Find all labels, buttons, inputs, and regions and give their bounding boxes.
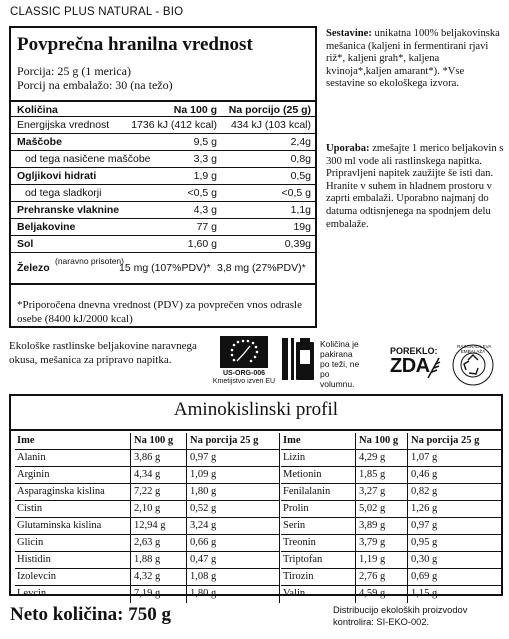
nutrient-per-100g: 4,3 g [193, 204, 217, 216]
amino-name: Izolevcin [17, 571, 57, 582]
nutrient-name: Energijska vrednost [17, 119, 110, 131]
origin-logo [390, 346, 442, 386]
amino-table-left [15, 433, 279, 603]
usage-text [326, 143, 504, 231]
amino-per-portion: 0,46 g [411, 469, 438, 480]
amino-header-per-portion: Na porcija 25 g [411, 435, 480, 446]
amino-name: Histidin [17, 554, 51, 565]
amino-per-100g: 3,27 g [359, 486, 386, 497]
portion-size: Porcija: 25 g (1 merica) [17, 64, 131, 78]
amino-row [281, 501, 501, 518]
amino-per-100g: 1,19 g [359, 554, 386, 565]
amino-header-per-100g: Na 100 g [134, 435, 174, 446]
amino-per-100g: 12,94 g [134, 520, 166, 531]
eu-organic-leaf-icon [220, 336, 268, 368]
nutrition-title: Povprečna hranilna vrednost [17, 34, 253, 55]
amino-row [281, 484, 501, 501]
amino-per-portion: 1,80 g [190, 588, 217, 599]
amino-per-portion: 0,30 g [411, 554, 438, 565]
nutrient-name: Ogljikovi hidrati [17, 170, 97, 182]
nutrient-per-portion: 0,5g [290, 170, 311, 182]
nutrient-name: od tega sladkorji [25, 187, 102, 199]
amino-header-left [15, 433, 279, 450]
amino-per-100g: 2,76 g [359, 571, 386, 582]
nutrient-per-100g: 3,3 g [193, 153, 217, 165]
nutrient-per-100g: 77 g [196, 221, 217, 233]
eu-code-text: US-ORG-006 [222, 370, 265, 377]
recycle-icon [449, 343, 497, 387]
amino-per-100g: 4,32 g [134, 571, 161, 582]
amino-per-portion: 0,97 g [190, 452, 217, 463]
nutrient-per-100g: 1,9 g [193, 170, 217, 182]
nutrient-per-portion: 434 kJ (103 kcal) [231, 119, 311, 131]
amino-per-100g: 4,29 g [359, 452, 386, 463]
iron-note: (naravno prisoten) [55, 256, 124, 266]
pdv-footnote: *Priporočena dnevna vrednost (PDV) za povprečen vnos odrasle osebe (8400 kJ/2000 kcal) [17, 299, 302, 325]
amino-name: Glutaminska kislina [17, 520, 102, 531]
nutrient-name: Sol [17, 238, 34, 250]
amino-per-portion: 1,09 g [190, 469, 217, 480]
amino-divider [11, 429, 501, 431]
recycle-text: RAZGRADLJIVA EMBALAŽA [457, 344, 492, 354]
amino-per-100g: 7,22 g [134, 486, 161, 497]
iron-per-portion: 3,8 mg (27%PDV)* [217, 262, 306, 274]
nutrient-per-100g: <0,5 g [187, 187, 217, 199]
amino-per-100g: 2,63 g [134, 537, 161, 548]
amino-name: Prolin [283, 503, 309, 514]
amino-per-100g: 1,88 g [134, 554, 161, 565]
amino-header-right [281, 433, 501, 450]
amino-per-100g: 3,86 g [134, 452, 161, 463]
eu-organic-code [210, 370, 278, 386]
nutrition-row [11, 219, 315, 236]
amino-per-100g: 1,85 g [359, 469, 386, 480]
amino-per-portion: 0,95 g [411, 537, 438, 548]
amino-header-per-portion: Na porcija 25 g [190, 435, 259, 446]
amino-per-portion: 3,24 g [190, 520, 217, 531]
header-per-portion: Na porcijo (25 g) [228, 104, 311, 116]
amino-header-name: Ime [283, 435, 301, 446]
nutrient-per-portion: 2,4g [290, 136, 311, 148]
amino-row [15, 569, 279, 586]
portions-per-pack: Porcij na embalažo: 30 (na težo) [17, 78, 173, 92]
brand-line: CLASSIC PLUS NATURAL - BIO [10, 6, 184, 18]
amino-header-name: Ime [17, 435, 35, 446]
amino-per-100g: 5,02 g [359, 503, 386, 514]
amino-name: Cistin [17, 503, 43, 514]
header-quantity: Količina [17, 104, 58, 116]
amino-per-portion: 1,07 g [411, 452, 438, 463]
amino-per-100g: 7,19 g [134, 588, 161, 599]
amino-per-portion: 0,97 g [411, 520, 438, 531]
distribution-note: Distribucijo ekoloških proizvodov kontrolira: SI-EKO-002. [333, 605, 468, 627]
amino-row [281, 467, 501, 484]
nutrition-row [11, 168, 315, 185]
amino-per-portion: 0,66 g [190, 537, 217, 548]
nutrition-row [11, 151, 315, 168]
usage-body: zmešajte 1 merico beljakovin s 300 ml vode ali rastlinskega napitka. Pripravljeni napitek zaužijte še isti dan. Hranite v suhem in hladnem prostoru v zaprti embalaži. Uporabno najmanj do datuma odtisnjenega na spodnjem delu embalaže. [326, 143, 504, 230]
nutrition-table-header [11, 100, 315, 117]
amino-per-portion: 1,08 g [190, 571, 217, 582]
amino-name: Valin [283, 588, 306, 599]
nutrition-row [11, 236, 315, 253]
amino-per-100g: 4,59 g [359, 588, 386, 599]
nutrient-name: Prehranske vlaknine [17, 204, 120, 216]
amino-table-right [281, 433, 501, 603]
origin-value: ZDA [390, 355, 430, 377]
nutrient-per-portion: 19g [293, 221, 311, 233]
amino-row [15, 552, 279, 569]
iron-name: Železo [17, 262, 50, 274]
amino-per-portion: 0,69 g [411, 571, 438, 582]
ingredients-text [326, 28, 504, 91]
packed-by-weight-logo [282, 336, 362, 389]
amino-per-portion: 1,15 g [411, 588, 438, 599]
amino-name: Metionin [283, 469, 322, 480]
nutrient-per-100g: 9,5 g [193, 136, 217, 148]
amino-row [281, 535, 501, 552]
amino-name: Triptofan [283, 554, 323, 565]
iron-per-100g: 15 mg (107%PDV)* [119, 262, 211, 274]
amino-row [15, 518, 279, 535]
amino-per-portion: 1,26 g [411, 503, 438, 514]
amino-per-portion: 1,80 g [190, 486, 217, 497]
nutrition-table [11, 100, 315, 285]
amino-per-100g: 2,10 g [134, 503, 161, 514]
amino-name: Levcin [17, 588, 47, 599]
amino-row [15, 586, 279, 603]
amino-per-portion: 0,52 g [190, 503, 217, 514]
amino-per-100g: 3,89 g [359, 520, 386, 531]
amino-row [281, 450, 501, 467]
ingredients-label: Sestavine: [326, 28, 372, 39]
nutrition-facts-box [9, 26, 317, 328]
amino-name: Arginin [17, 469, 50, 480]
nutrition-row [11, 117, 315, 134]
product-description: Ekološke rastlinske beljakovine naravnega okusa, mešanica za pripravo napitka. [9, 340, 197, 366]
amino-row [281, 586, 501, 603]
nutrition-row [11, 134, 315, 151]
amino-per-100g: 3,79 g [359, 537, 386, 548]
nutrient-name: Maščobe [17, 136, 62, 148]
wheat-icon [426, 356, 442, 378]
nutrient-per-100g: 1736 kJ (412 kcal) [131, 119, 217, 131]
amino-row [15, 450, 279, 467]
amino-name: Glicin [17, 537, 44, 548]
amino-per-portion: 0,82 g [411, 486, 438, 497]
nutrition-row-iron [11, 253, 315, 285]
portion-info [17, 64, 173, 92]
amino-name: Alanin [17, 452, 46, 463]
nutrition-row [11, 185, 315, 202]
amino-header-per-100g: Na 100 g [359, 435, 399, 446]
column-divider [279, 433, 280, 603]
amino-row [15, 535, 279, 552]
origin-label: POREKLO: [390, 346, 438, 356]
amino-name: Lizin [283, 452, 306, 463]
nutrient-per-portion: 0,8g [290, 153, 311, 165]
usage-label: Uporaba: [326, 143, 370, 154]
amino-row [281, 552, 501, 569]
net-quantity: Neto količina: 750 g [10, 604, 171, 625]
nutrient-per-portion: 0,39g [284, 238, 311, 250]
header-per-100g: Na 100 g [173, 104, 217, 116]
pack-text: Količina je pakirana po teži, ne po volumnu. [320, 339, 360, 389]
amino-row [15, 484, 279, 501]
amino-title: Aminokislinski profil [173, 399, 339, 420]
nutrient-per-portion: 1,1g [290, 204, 311, 216]
nutrition-row [11, 202, 315, 219]
amino-name: Treonin [283, 537, 316, 548]
nutrient-name: od tega nasičene maščobe [25, 153, 151, 165]
amino-name: Asparaginska kislina [17, 486, 105, 497]
amino-per-portion: 0,47 g [190, 554, 217, 565]
amino-acid-box [9, 394, 503, 599]
amino-row [15, 501, 279, 518]
amino-row [281, 518, 501, 535]
amino-name: Fenilalanin [283, 486, 331, 497]
eu-origin-text: Kmetijstvo izven EU [212, 378, 276, 385]
amino-row [281, 569, 501, 586]
nutrient-per-portion: <0,5 g [281, 187, 311, 199]
amino-row [15, 467, 279, 484]
amino-name: Tirozin [283, 571, 314, 582]
amino-name: Serin [283, 520, 306, 531]
nutrient-name: Beljakovine [17, 221, 76, 233]
nutrient-per-100g: 1,60 g [187, 238, 217, 250]
amino-per-100g: 4,34 g [134, 469, 161, 480]
ingredients-body: unikatna 100% beljakovinska mešanica (kaljeni in fermentirani rjavi riž*, kaljeni grah*, kaljena kvinoja*,kaljen amarant*). *Vse sestavine so ekološkega izvora. [326, 28, 500, 90]
